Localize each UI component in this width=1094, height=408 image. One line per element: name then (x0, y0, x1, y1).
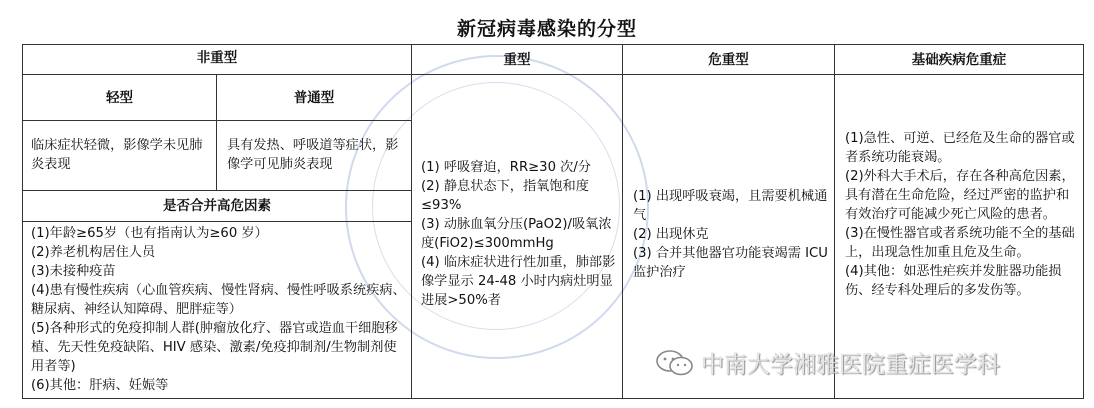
critical-criteria-list (633, 187, 829, 282)
list-item: (2) 静息状态下，指氧饱和度≤93% (421, 179, 589, 213)
header-mild: 轻型 (106, 90, 133, 106)
severe-criteria-list (421, 158, 619, 310)
wechat-logo-icon (655, 349, 695, 377)
list-item: (4) 临床症状进行性加重，肺部影像学显示 24-48 小时内病灶明显进展>50%者 (421, 255, 616, 308)
list-item: (1)年龄≥65岁（也有指南认为≥60 岁） (31, 226, 268, 241)
header-common: 普通型 (293, 90, 335, 106)
list-item: (2) 出现休克 (633, 227, 709, 242)
list-item: (4)其他：如恶性疟疾并发脏器功能损伤、经专科处理后的多发伤等。 (845, 264, 1062, 298)
list-item: (1) 出现呼吸衰竭，且需要机械通气 (633, 189, 828, 223)
header-high-risk: 是否合并高危因素 (163, 198, 271, 214)
list-item: (2)养老机构居住人员 (31, 245, 156, 260)
list-item: (4)患有慢性疾病（心血管疾病、慢性肾病、慢性呼吸系统疾病、糖尿病、神经认知障碍、肥胖症等） (31, 283, 406, 317)
list-item: (3)在慢性器官或者系统功能不全的基础上，出现急性加重且危及生命。 (845, 226, 1075, 260)
list-item: (3) 合并其他器官功能衰竭需 ICU 监护治疗 (633, 246, 828, 280)
list-item: (1)急性、可逆、已经危及生命的器官或者系统功能衰竭。 (845, 131, 1075, 165)
watermark-text: 中南大学湘雅医院重症医学科 (701, 352, 1000, 378)
common-description: 具有发热、呼吸道等症状，影像学可见肺炎表现 (227, 138, 399, 172)
header-underlying: 基础疾病危重症 (911, 52, 1007, 68)
account-watermark (655, 346, 1000, 379)
underlying-criteria-list (845, 129, 1077, 300)
list-item: (6)其他：肝病、妊娠等 (31, 378, 169, 393)
list-item: (2)外科大手术后，存在各种高危因素，具有潜在生命危险，经过严密的监护和有效治疗可能减少死亡风险的患者。 (845, 169, 1075, 222)
mild-description: 临床症状轻微，影像学未见肺炎表现 (31, 138, 203, 172)
header-non-severe: 非重型 (196, 50, 238, 66)
page-title: 新冠病毒感染的分型 (456, 18, 637, 40)
list-item: (3) 动脉血氧分压(PaO2)/吸氧浓度(FiO2)≤300mmHg (421, 217, 612, 251)
list-item: (3)未接种疫苗 (31, 264, 116, 279)
high-risk-list (31, 224, 409, 395)
header-critical: 危重型 (708, 52, 749, 68)
header-severe: 重型 (503, 52, 531, 68)
list-item: (5)各种形式的免疫抑制人群(肿瘤放化疗、器官或造血干细胞移植、先天性免疫缺陷、HIV 感染、激素/免疫抑制剂/生物制剂使用者等) (31, 321, 398, 374)
list-item: (1) 呼吸窘迫，RR≥30 次/分 (421, 160, 591, 175)
